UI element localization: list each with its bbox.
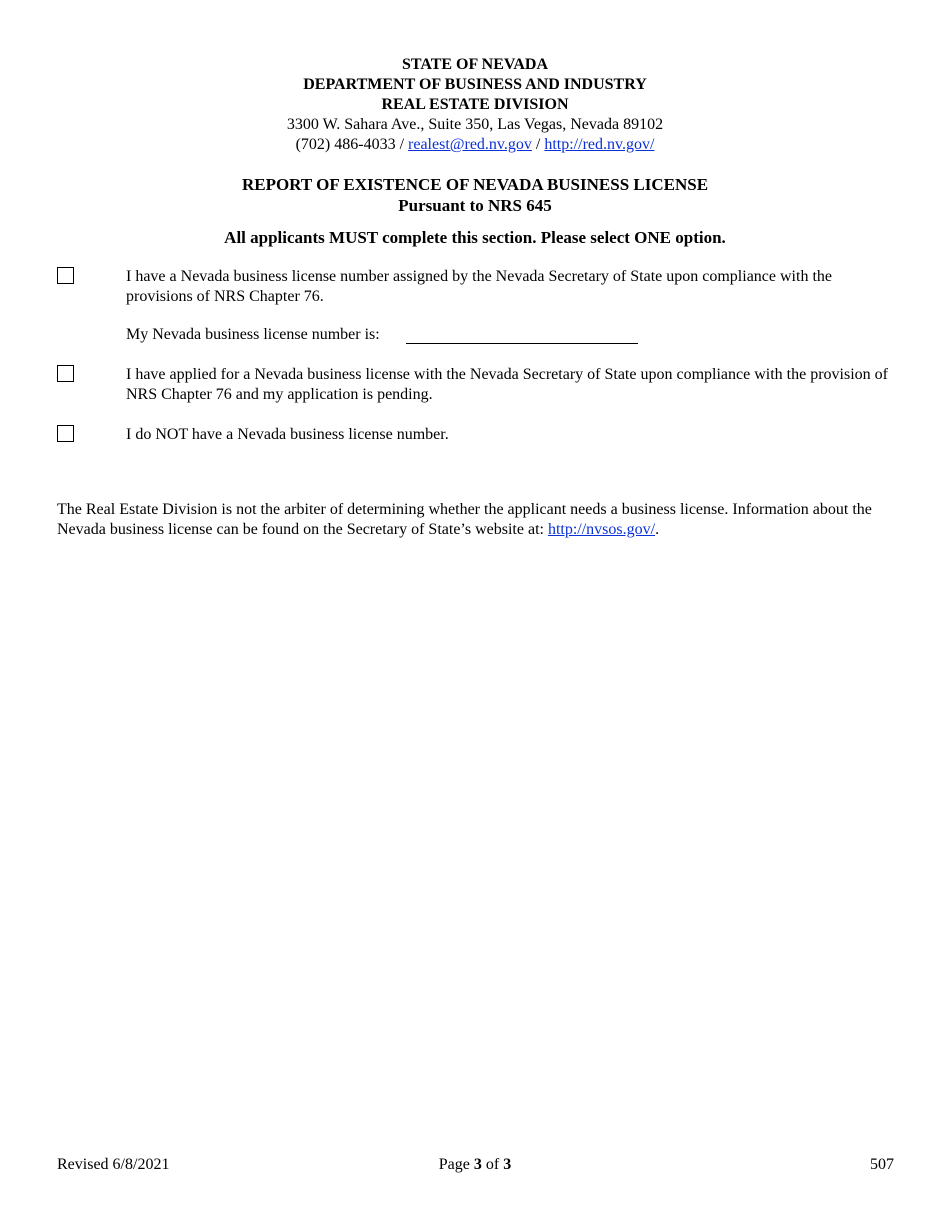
website-link[interactable]: http://red.nv.gov/ xyxy=(544,136,655,153)
revision-date: Revised 6/8/2021 xyxy=(57,1156,170,1173)
form-number: 507 xyxy=(870,1156,894,1173)
page-number xyxy=(0,1155,950,1175)
license-number-input[interactable] xyxy=(406,326,638,343)
email-link[interactable]: realest@red.nv.gov xyxy=(408,136,532,153)
section-instruction: All applicants MUST complete this section. Please select ONE option. xyxy=(224,228,726,247)
license-number-label: My Nevada business license number is: xyxy=(126,326,380,343)
department-name: DEPARTMENT OF BUSINESS AND INDUSTRY xyxy=(303,76,647,93)
agency-address: 3300 W. Sahara Ave., Suite 350, Las Vegas, Nevada 89102 xyxy=(286,116,664,133)
option-applied-checkbox[interactable] xyxy=(57,365,74,382)
option-has-license-checkbox[interactable] xyxy=(57,267,74,284)
disclaimer-note xyxy=(57,500,897,540)
contact-separator: / xyxy=(535,136,541,153)
license-number-underline xyxy=(406,343,638,344)
disclaimer-end: . xyxy=(655,521,660,538)
option-no-license-text: I do NOT have a Nevada business license number. xyxy=(126,426,449,443)
form-title-statute: Pursuant to NRS 645 xyxy=(398,196,552,215)
option-has-license-text: I have a Nevada business license number assigned by the Nevada Secretary of State upon compliance with the provisions of NRS Chapter 76. xyxy=(126,268,832,305)
page-word: Page xyxy=(438,1156,470,1173)
agency-header xyxy=(0,55,950,155)
nvsos-link[interactable]: http://nvsos.gov/ xyxy=(547,521,656,538)
option-no-license-checkbox[interactable] xyxy=(57,425,74,442)
page-total: 3 xyxy=(503,1156,512,1173)
page-of: of xyxy=(485,1156,500,1173)
contact-line xyxy=(0,135,950,155)
page-current: 3 xyxy=(473,1156,482,1173)
form-title xyxy=(0,174,950,216)
option-applied-text: I have applied for a Nevada business license with the Nevada Secretary of State upon compliance with the provision of NRS Chapter 76 and my application is pending. xyxy=(126,366,888,403)
disclaimer-text: The Real Estate Division is not the arbiter of determining whether the applicant needs a business license. Information about the Nevada business license can be found on the Secretary of State’s website at: xyxy=(57,501,872,538)
form-title-main: REPORT OF EXISTENCE OF NEVADA BUSINESS LICENSE xyxy=(241,175,709,194)
division-name: REAL ESTATE DIVISION xyxy=(381,96,569,113)
contact-separator: / xyxy=(399,136,405,153)
agency-phone: (702) 486-4033 xyxy=(295,136,396,153)
state-name: STATE OF NEVADA xyxy=(401,56,549,73)
